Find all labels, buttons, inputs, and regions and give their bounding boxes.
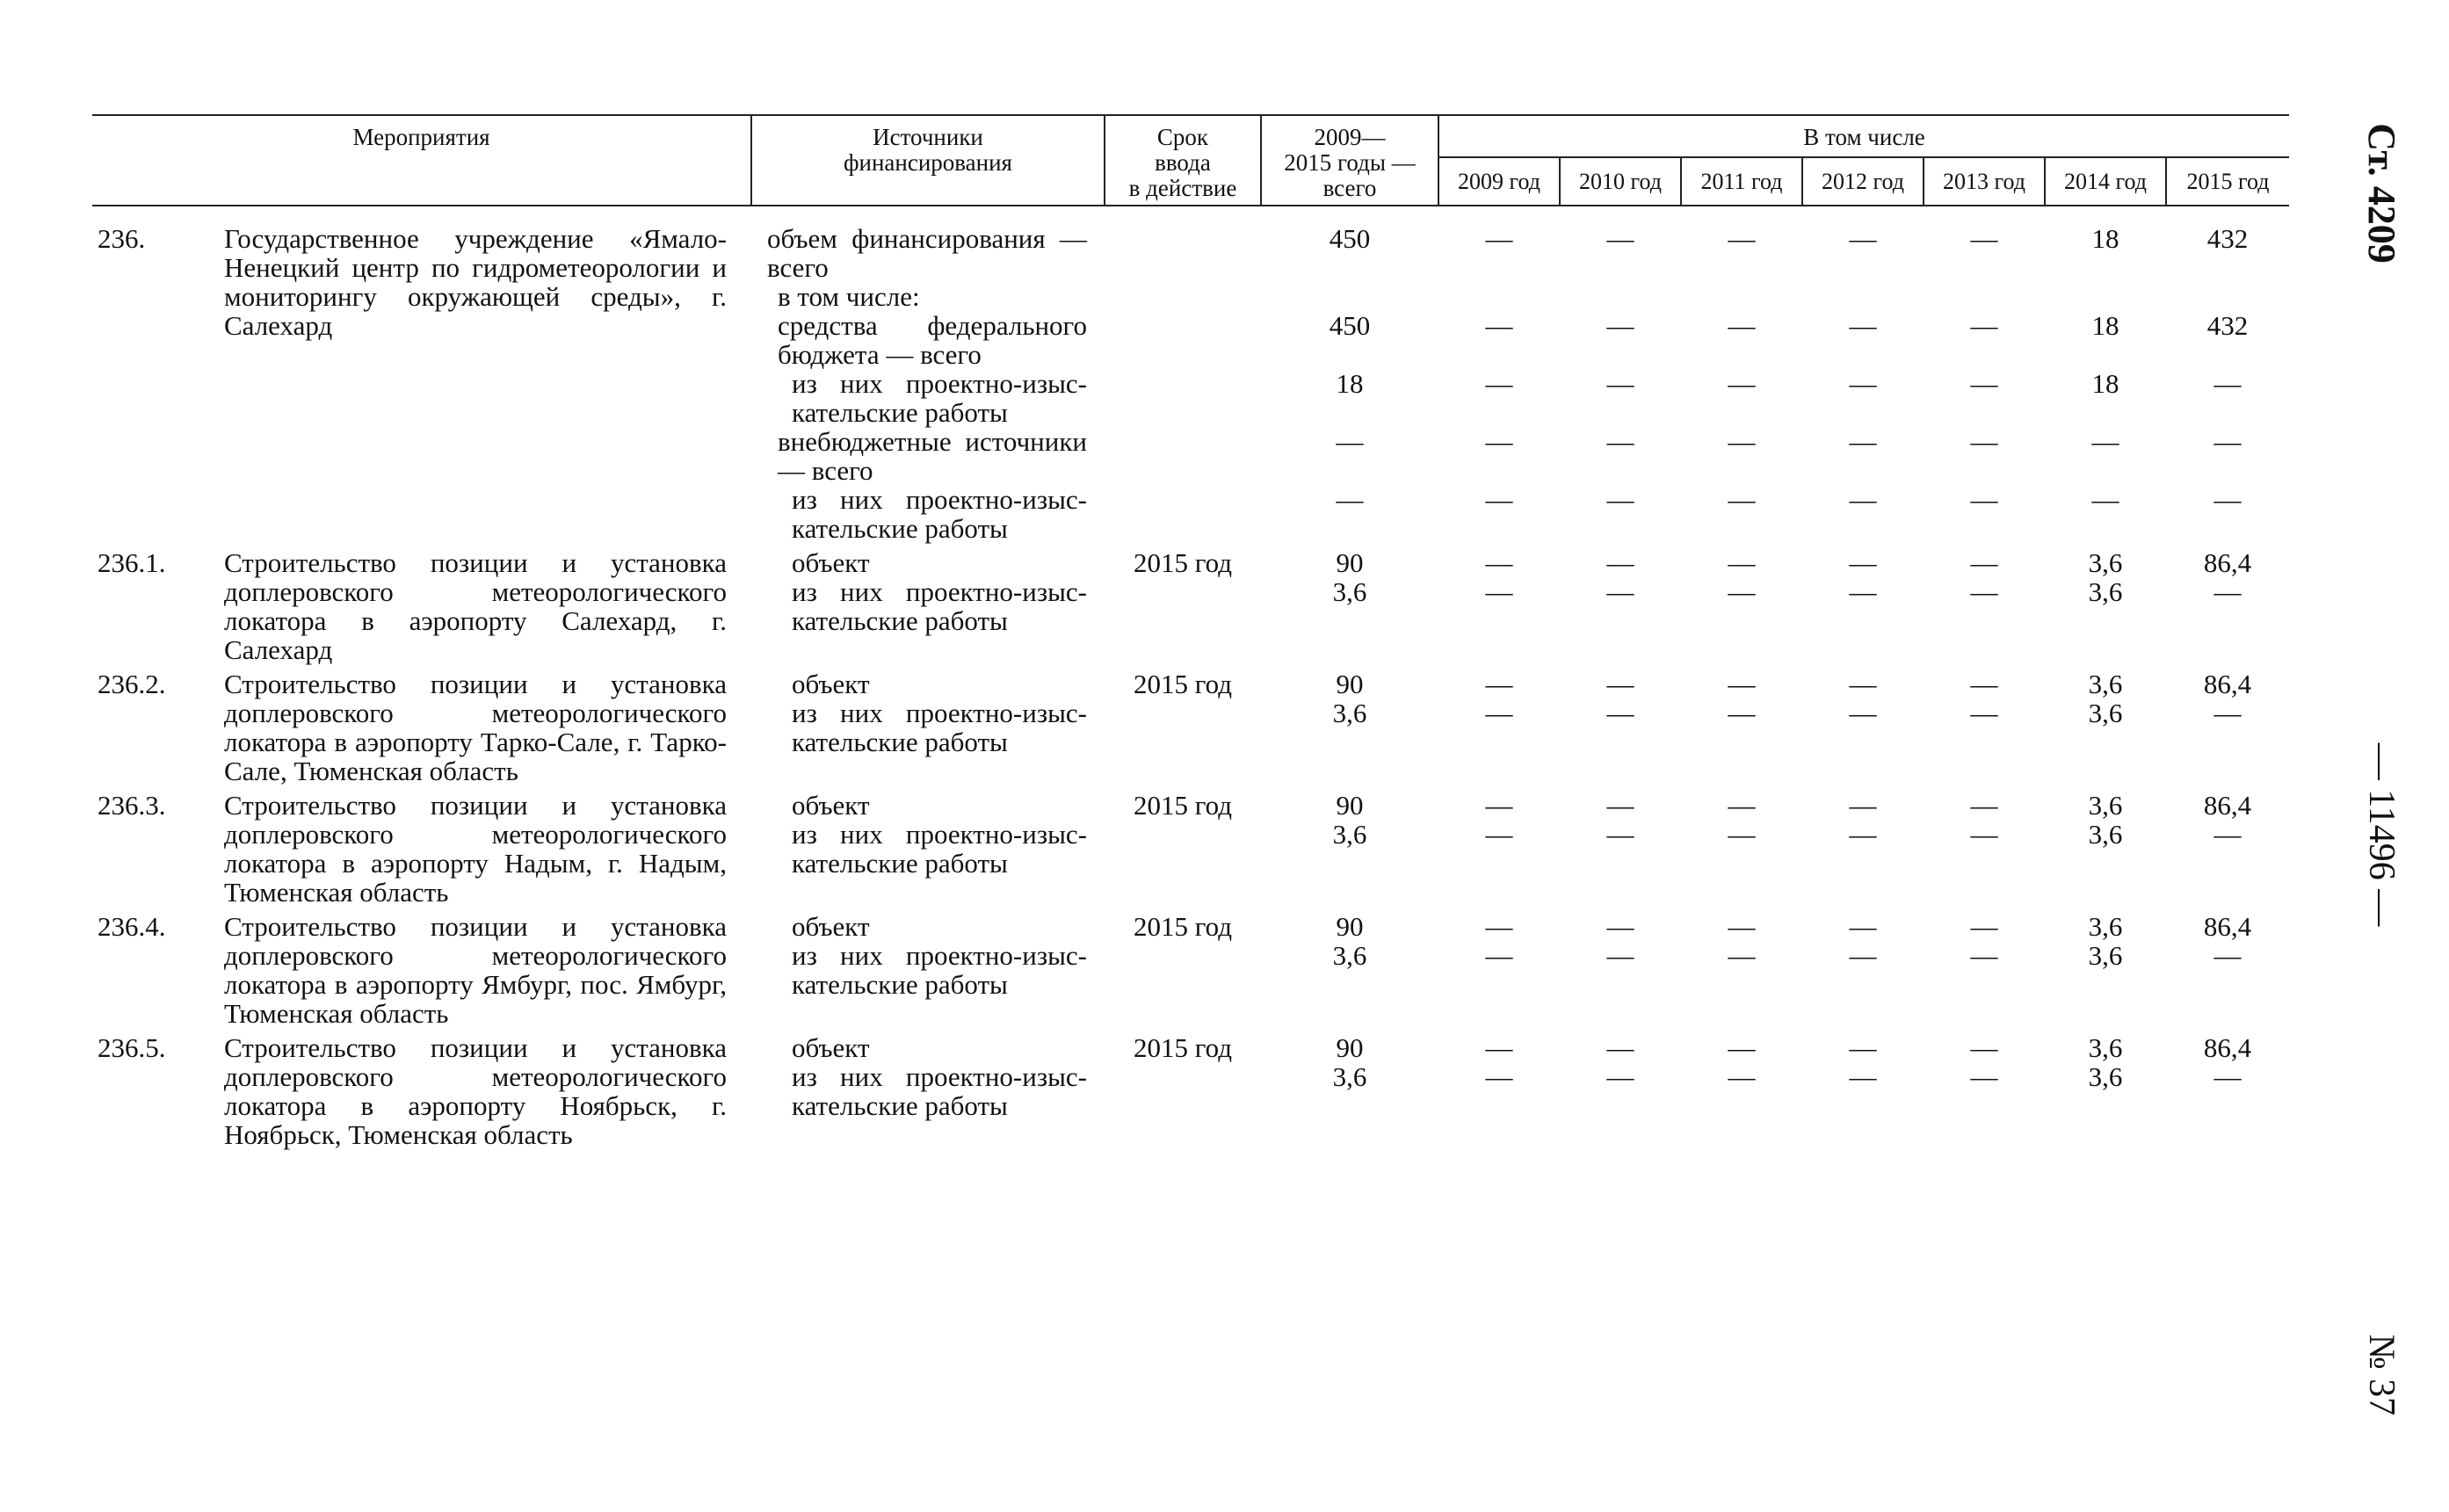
year-value: — [1606,576,1634,607]
year-value: — [1485,547,1513,578]
year-value: 3,6 [2088,547,2123,578]
year-column [1802,543,1924,664]
source-label: из них проектно-изыскательские работы [792,819,1087,879]
total-column [1261,785,1438,907]
table-row [92,664,2289,785]
year-column [1438,1028,1560,1149]
funding-sources [751,206,1105,543]
year-column [2045,1028,2166,1149]
total-column [1261,1028,1438,1149]
year-value: — [1485,698,1513,728]
year-value: — [1728,940,1756,971]
year-value: — [1970,1061,1998,1092]
year-value: — [2214,819,2242,850]
year-column [1924,664,2045,785]
year-value: 3,6 [2088,911,2123,942]
year-value: — [1728,819,1756,850]
year-value: 432 [2206,310,2249,341]
year-value: — [1485,310,1513,341]
total-value: — [1336,426,1364,457]
funding-sources [751,664,1105,785]
total-value: 450 [1329,223,1371,254]
year-column [2166,543,2289,664]
year-column [1802,206,1924,543]
year-value: — [1728,547,1756,578]
year-value: — [1728,911,1756,942]
funding-sources [751,543,1105,664]
year-value: — [1728,310,1756,341]
header-year: 2011 год [1681,157,1802,206]
event-description: Строительство позиции и установка доплеровского метеорологического локатора в аэропорту Ноябрьск, г. Ноябрьск, Тюменская область [224,1032,727,1150]
year-value: — [1606,368,1634,399]
year-column [1438,785,1560,907]
year-value [2166,282,2289,311]
header-total: 2009— 2015 годы — всего [1261,115,1438,206]
year-value: 86,4 [2203,1032,2252,1063]
event-description: Строительство позиции и установка доплеровского метеорологического локатора в аэропорту Ямбург, пос. Ямбург, Тюменская область [224,911,727,1029]
year-column [2166,664,2289,785]
year-value: — [1849,1032,1877,1063]
source-label: внебюджетные источники — всего [778,426,1087,486]
funding-sources [751,1028,1105,1149]
year-value: — [1970,223,1998,254]
year-column [1438,206,1560,543]
year-value: — [2214,368,2242,399]
year-value: — [1849,1061,1877,1092]
year-value: — [1728,1061,1756,1092]
year-value: — [1728,576,1756,607]
year-column [1802,785,1924,907]
year-value: — [1849,790,1877,821]
year-value: 18 [2091,223,2119,254]
year-value: — [1485,911,1513,942]
table-header [92,115,2289,206]
year-value: — [2091,484,2119,515]
article-stamp: Ст. 4209 [2360,123,2403,264]
year-value [1560,282,1681,311]
year-value: — [1849,426,1877,457]
year-value: — [1970,940,1998,971]
year-value: — [1485,669,1513,699]
year-value: — [1485,790,1513,821]
year-column [1802,907,1924,1028]
year-value: 3,6 [2088,576,2123,607]
year-value: — [2214,576,2242,607]
year-value: — [1485,484,1513,515]
source-label: объект [792,669,870,699]
header-sources: Источники финансирования [751,115,1105,206]
year-column [2045,543,2166,664]
year-column [1681,206,1802,543]
year-value: — [2214,1061,2242,1092]
year-value: 86,4 [2203,790,2252,821]
funding-sources [751,785,1105,907]
total-column [1261,907,1438,1028]
year-column [2166,907,2289,1028]
year-column [1681,664,1802,785]
year-column [1438,907,1560,1028]
year-value: 3,6 [2088,1032,2123,1063]
year-value: — [2091,426,2119,457]
year-column [2045,785,2166,907]
source-label: из них проектно-изыскательские работы [792,698,1087,757]
source-label: из них проектно-изыскательские работы [792,576,1087,636]
table-row [92,907,2289,1028]
year-value: 3,6 [2088,1061,2123,1092]
commissioning-term: 2015 год [1133,669,1233,699]
year-column [1681,907,1802,1028]
year-column [1560,1028,1681,1149]
year-value: — [1485,1061,1513,1092]
header-events: Мероприятия [92,115,751,206]
year-value: — [1485,1032,1513,1063]
year-value: — [1849,911,1877,942]
year-value: — [1849,223,1877,254]
table-row [92,543,2289,664]
year-value: 86,4 [2203,547,2252,578]
year-value: 3,6 [2088,819,2123,850]
table-row [92,206,2289,543]
table-row [92,785,2289,907]
year-value: 3,6 [2088,669,2123,699]
year-value: — [2214,698,2242,728]
year-column [1438,664,1560,785]
year-value: — [1728,669,1756,699]
total-value: 90 [1336,911,1364,942]
year-value: — [1849,547,1877,578]
total-value: 90 [1336,669,1364,699]
source-label: средства федерального бюджета — всего [778,310,1087,370]
year-value: — [1970,547,1998,578]
year-value: — [1970,484,1998,515]
commissioning-term: 2015 год [1133,790,1233,821]
year-value: 18 [2091,310,2119,341]
year-column [1802,664,1924,785]
total-value: 90 [1336,1032,1364,1063]
year-value: — [1485,368,1513,399]
year-value [1802,282,1924,311]
source-label: из них проектно-изыскательские работы [792,368,1087,428]
year-value: — [1849,368,1877,399]
commissioning-term: 2015 год [1133,1032,1233,1063]
year-value: — [1849,576,1877,607]
year-value: — [1849,310,1877,341]
year-value: — [1485,223,1513,254]
year-value: — [1606,426,1634,457]
year-value: — [1849,484,1877,515]
event-description: Строительство позиции и установка доплеровского метеорологического локатора в аэропорту Надым, г. Надым, Тюменская область [224,790,727,908]
year-value: — [1606,819,1634,850]
year-value: — [1606,669,1634,699]
source-label: объект [792,790,870,821]
year-column [1438,543,1560,664]
header-year: 2015 год [2166,157,2289,206]
year-column [1924,785,2045,907]
source-label: из них проектно-изыскательские работы [792,940,1087,1000]
year-value: — [1728,484,1756,515]
year-column [2045,907,2166,1028]
year-column [2166,1028,2289,1149]
source-label: в том числе: [778,281,920,312]
item-number: 236.1. [98,547,166,578]
year-column [2166,206,2289,543]
year-value: — [1485,819,1513,850]
year-value: — [1728,368,1756,399]
year-column [1802,1028,1924,1149]
year-column [1681,543,1802,664]
year-column [1560,543,1681,664]
total-value: 18 [1336,368,1364,399]
year-value: — [2214,940,2242,971]
total-value: — [1336,484,1364,515]
header-year: 2014 год [2045,157,2166,206]
header-year: 2009 год [1438,157,1560,206]
year-value: — [1849,698,1877,728]
year-value: — [1849,819,1877,850]
year-value: — [1485,576,1513,607]
year-value [1924,282,2045,311]
source-label: из них проектно-изыскательские работы [792,1061,1087,1121]
year-value: 86,4 [2203,911,2252,942]
year-value: — [1970,819,1998,850]
total-column [1261,543,1438,664]
year-value: 3,6 [2088,698,2123,728]
item-number: 236.3. [98,790,166,821]
year-value: — [1606,911,1634,942]
issue-number: № 37 [2361,1334,2402,1416]
year-value: 432 [2206,223,2249,254]
year-value: — [1606,484,1634,515]
year-value: — [1970,911,1998,942]
event-description: Строительство позиции и установка доплеровского метеорологического локатора в аэропорту Салехард, г. Салехард [224,547,727,665]
source-label: из них проектно-изыскательские работы [792,484,1087,544]
year-column [2045,206,2166,543]
event-description: Государственное учреждение «Ямало-Ненецкий центр по гидрометеорологии и мониторингу окружающей среды», г. Салехард [224,223,727,341]
item-number: 236.5. [98,1032,166,1063]
year-value: — [1485,940,1513,971]
year-value: — [1970,310,1998,341]
item-number: 236.2. [98,669,166,699]
financing-table [92,114,2289,1149]
year-value [1681,282,1802,311]
total-value [1261,282,1438,311]
commissioning-term [1105,206,1261,543]
year-value: — [1728,223,1756,254]
total-value: 3,6 [1332,1061,1367,1092]
year-column [1924,1028,2045,1149]
year-value: — [1606,310,1634,341]
item-number: 236.4. [98,911,166,942]
year-value: — [1970,426,1998,457]
year-column [1560,664,1681,785]
table-row [92,1028,2289,1149]
year-value: — [1485,426,1513,457]
year-column [1560,907,1681,1028]
year-value: 3,6 [2088,790,2123,821]
year-column [1681,1028,1802,1149]
year-value: — [2214,484,2242,515]
year-value: — [1606,223,1634,254]
year-column [1924,206,2045,543]
header-including: В том числе [1438,115,2289,157]
total-column [1261,206,1438,543]
year-value: — [1970,669,1998,699]
source-label: объект [792,911,870,942]
year-column [2166,785,2289,907]
year-value: — [1970,698,1998,728]
year-value: — [1728,1032,1756,1063]
year-value: — [1606,1061,1634,1092]
commissioning-term: 2015 год [1133,547,1233,578]
year-value: — [1728,426,1756,457]
total-value: 90 [1336,547,1364,578]
total-value: 3,6 [1332,698,1367,728]
year-column [1560,206,1681,543]
year-value: — [1606,940,1634,971]
year-value: 18 [2091,368,2119,399]
item-number: 236. [98,223,146,254]
year-value [1438,282,1560,311]
commissioning-term: 2015 год [1133,911,1233,942]
year-value: — [1728,790,1756,821]
header-year: 2013 год [1924,157,2045,206]
year-column [2045,664,2166,785]
year-value: — [1970,368,1998,399]
source-label: объект [792,1032,870,1063]
funding-sources [751,907,1105,1028]
year-column [1560,785,1681,907]
total-value: 3,6 [1332,819,1367,850]
year-value: — [1970,576,1998,607]
year-column [1681,785,1802,907]
year-value: 86,4 [2203,669,2252,699]
year-value: — [1606,698,1634,728]
source-label: объект [792,547,870,578]
total-value: 90 [1336,790,1364,821]
year-value: — [1849,940,1877,971]
total-column [1261,664,1438,785]
year-value: — [1970,790,1998,821]
year-value: — [1849,669,1877,699]
year-value: — [1606,1032,1634,1063]
header-year: 2012 год [1802,157,1924,206]
year-value: — [1606,547,1634,578]
header-year: 2010 год [1560,157,1681,206]
total-value: 450 [1329,310,1371,341]
event-description: Строительство позиции и установка доплеровского метеорологического локатора в аэропорту Тарко-Сале, г. Тарко-Сале, Тюменская область [224,669,727,786]
total-value: 3,6 [1332,940,1367,971]
year-value: 3,6 [2088,940,2123,971]
year-value [2045,282,2166,311]
page-number: — 11496 — [2361,742,2402,927]
year-value: — [1728,698,1756,728]
total-value: 3,6 [1332,576,1367,607]
year-column [1924,907,2045,1028]
header-term: Срок ввода в действие [1105,115,1261,206]
year-value: — [1970,1032,1998,1063]
source-label: объем финансирования — всего [767,223,1087,283]
year-column [1924,543,2045,664]
year-value: — [2214,426,2242,457]
year-value: — [1606,790,1634,821]
